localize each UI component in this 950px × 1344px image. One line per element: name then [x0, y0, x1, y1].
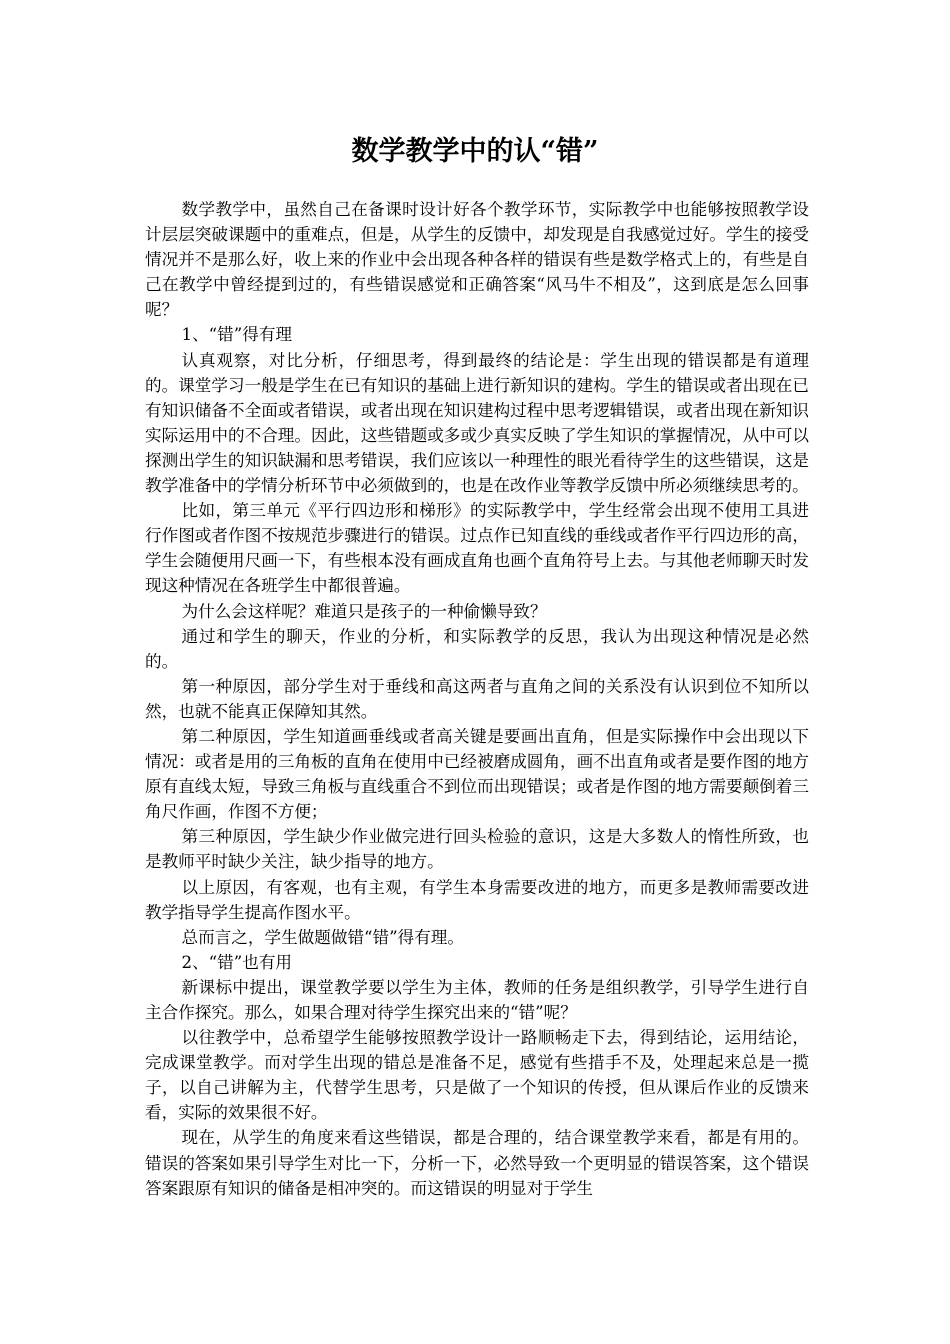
paragraph: 以往教学中，总希望学生能够按照教学设计一路顺畅走下去，得到结论，运用结论，完成课堂教学。而对学生出现的错总是准备不足，感觉有些措手不及，处理起来总是一揽子，以自己讲解为主，代替学生思考，只是做了一个知识的传授，但从课后作业的反馈来看，实际的效果很不好。 — [145, 1028, 809, 1123]
paragraph: 总而言之，学生做题做错“错”得有理。 — [181, 927, 464, 947]
paragraph: 以上原因，有客观，也有主观，有学生本身需要改进的地方，而更多是教师需要改进教学指导学生提高作图水平。 — [145, 877, 809, 922]
paragraph: 认真观察，对比分析，仔细思考，得到最终的结论是：学生出现的错误都是有道理的。课堂学习一般是学生在已有知识的基础上进行新知识的建构。学生的错误或者出现在已有知识储备不全面或者错误，或者出现在知识建构过程中思考逻辑错误，或者出现在新知识实际运用中的不合理。因此，这些错题或多或少真实反映了学生知识的掌握情况，从中可以探测出学生的知识缺漏和思考错误，我们应该以一种理性的眼光看待学生的这些错误，这是教学准备中的学情分析环节中必须做到的，也是在改作业等教学反馈中所必须继续思考的。 — [145, 350, 809, 496]
paragraph: 通过和学生的聊天，作业的分析，和实际教学的反思，我认为出现这种情况是必然的。 — [145, 626, 809, 671]
document-body — [145, 197, 809, 1201]
paragraph: 第一种原因，部分学生对于垂线和高这两者与直角之间的关系没有认识到位不知所以然，也就不能真正保障知其然。 — [145, 676, 809, 721]
paragraph: 第二种原因，学生知道画垂线或者高关键是要画出直角，但是实际操作中会出现以下情况：或者是用的三角板的直角在使用中已经被磨成圆角，画不出直角或者是要作图的地方原有直线太短，导致三角板与直线重合不到位而出现错误；或者是作图的地方需要颠倒着三角尺作画，作图不方便； — [145, 726, 809, 822]
paragraph: 新课标中提出，课堂教学要以学生为主体，教师的任务是组织教学，引导学生进行自主合作探究。那么，如果合理对待学生探究出来的“错”呢？ — [145, 977, 809, 1022]
paragraph: 比如，第三单元《平行四边形和梯形》的实际教学中，学生经常会出现不使用工具进行作图或者作图不按规范步骤进行的错误。过点作已知直线的垂线或者作平行四边形的高，学生会随便用尺画一下，有些根本没有画成直角也画个直角符号上去。与其他老师聊天时发现这种情况在各班学生中都很普遍。 — [145, 501, 809, 596]
document-title: 数学教学中的认“错” — [351, 136, 599, 167]
section-heading-2: 2、“错”也有用 — [181, 952, 293, 972]
paragraph: 第三种原因，学生缺少作业做完进行回头检验的意识，这是大多数人的惰性所致，也是教师平时缺少关注，缺少指导的地方。 — [145, 827, 809, 872]
section-heading-1: 1、“错”得有理 — [181, 325, 293, 345]
paragraph: 现在，从学生的角度来看这些错误，都是合理的，结合课堂教学来看，都是有用的。错误的答案如果引导学生对比一下，分析一下，必然导致一个更明显的错误答案，这个错误答案跟原有知识的储备是相冲突的。而这错误的明显对于学生 — [145, 1128, 809, 1198]
paragraph-intro: 数学教学中，虽然自己在备课时设计好各个教学环节，实际教学中也能够按照教学设计层层突破课题中的重难点，但是，从学生的反馈中，却发现是自我感觉过好。学生的接受情况并不是那么好，收上来的作业中会出现各种各样的错误有些是数学格式上的，有些是自己在教学中曾经提到过的，有些错误感觉和正确答案“风马牛不相及”，这到底是怎么回事呢？ — [145, 200, 809, 320]
paragraph: 为什么会这样呢？难道只是孩子的一种偷懒导致？ — [181, 601, 547, 621]
